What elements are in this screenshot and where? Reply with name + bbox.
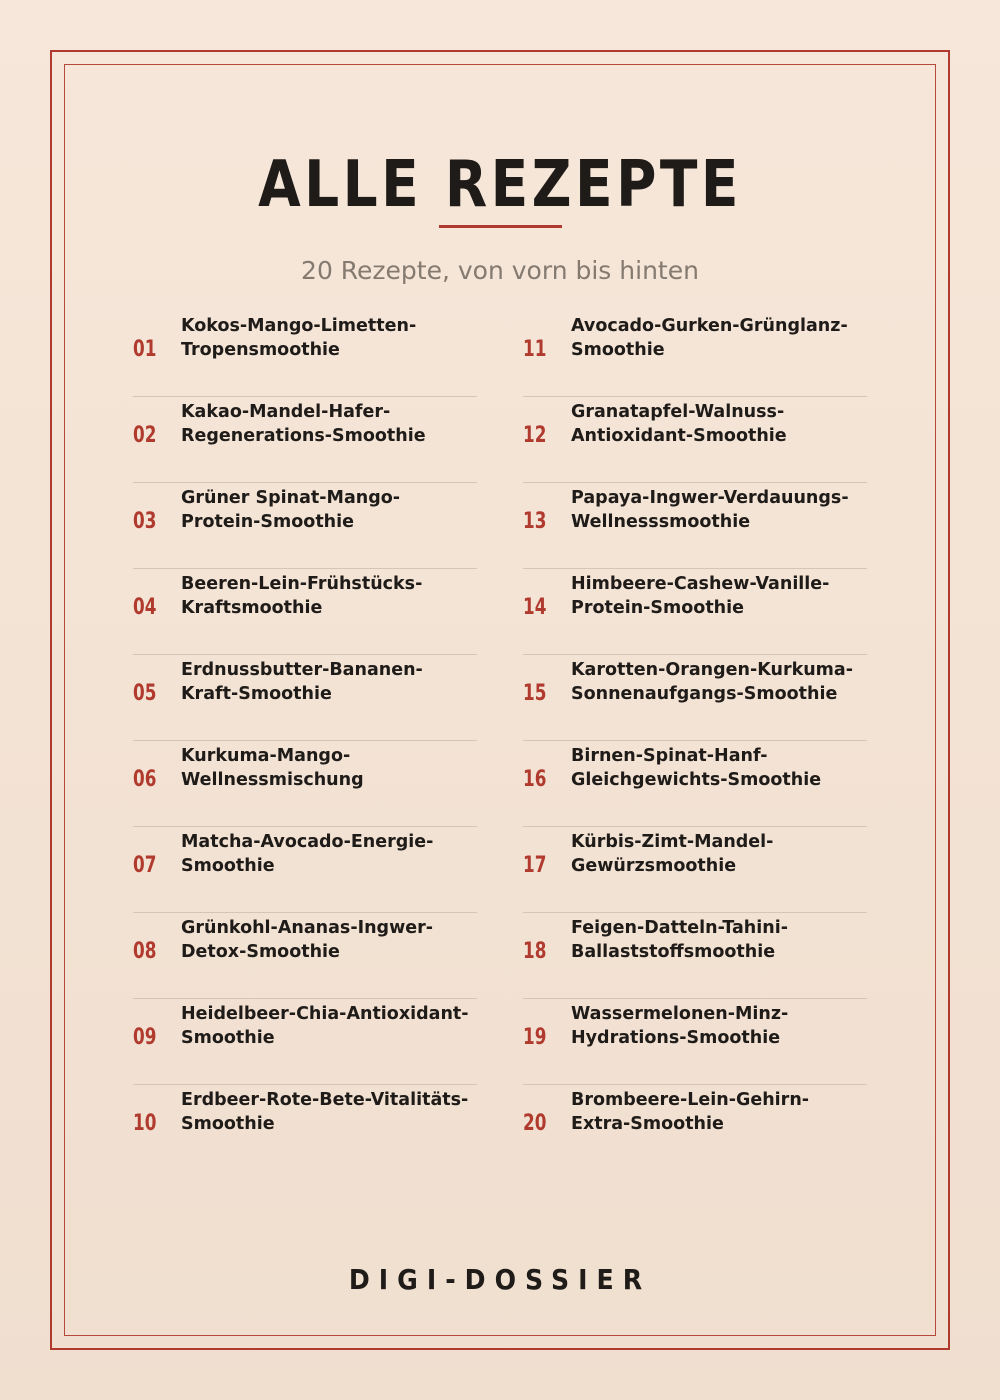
recipe-number: 13 — [523, 509, 547, 534]
recipe-name: Himbeere-Cashew-Vanille- Protein-Smoothie — [571, 574, 830, 618]
recipe-item[interactable] — [523, 826, 867, 912]
recipe-number: 19 — [523, 1025, 547, 1050]
recipe-item[interactable] — [523, 654, 867, 740]
recipe-number: 11 — [523, 337, 547, 362]
recipe-number: 14 — [523, 595, 547, 620]
recipe-name: Wassermelonen-Minz- Hydrations-Smoothie — [571, 1004, 789, 1048]
recipe-item[interactable] — [523, 912, 867, 998]
recipe-item[interactable] — [133, 998, 477, 1084]
recipe-name: Kurkuma-Mango- Wellnessmischung — [181, 746, 364, 790]
recipe-number: 16 — [523, 767, 547, 792]
recipe-list-right — [523, 310, 867, 1170]
recipe-item[interactable] — [523, 482, 867, 568]
recipe-number: 17 — [523, 853, 547, 878]
recipe-item[interactable] — [523, 568, 867, 654]
recipe-number: 08 — [133, 939, 157, 964]
recipe-number: 10 — [133, 1111, 157, 1136]
recipe-number: 05 — [133, 681, 157, 706]
recipe-item[interactable] — [133, 826, 477, 912]
recipe-item[interactable] — [133, 654, 477, 740]
recipe-item[interactable] — [523, 998, 867, 1084]
recipe-item[interactable] — [133, 396, 477, 482]
recipe-name: Grünkohl-Ananas-Ingwer- Detox-Smoothie — [181, 918, 434, 962]
recipe-number: 07 — [133, 853, 157, 878]
recipe-name: Heidelbeer-Chia-Antioxidant- Smoothie — [181, 1004, 469, 1048]
recipe-item[interactable] — [523, 1084, 867, 1170]
page-title: ALLE REZEPTE — [258, 148, 742, 222]
title-underline — [439, 225, 562, 228]
recipe-item[interactable] — [133, 568, 477, 654]
recipe-item[interactable] — [133, 482, 477, 568]
recipe-number: 02 — [133, 423, 157, 448]
recipe-list-left — [133, 310, 477, 1170]
recipe-name: Erdbeer-Rote-Bete-Vitalitäts- Smoothie — [181, 1090, 469, 1134]
recipe-number: 12 — [523, 423, 547, 448]
recipe-name: Karotten-Orangen-Kurkuma- Sonnenaufgangs-Smoothie — [571, 660, 853, 704]
recipe-name: Matcha-Avocado-Energie- Smoothie — [181, 832, 434, 876]
recipe-name: Grüner Spinat-Mango- Protein-Smoothie — [181, 488, 401, 532]
recipe-item[interactable] — [133, 740, 477, 826]
recipe-number: 20 — [523, 1111, 547, 1136]
recipe-number: 15 — [523, 681, 547, 706]
recipe-number: 01 — [133, 337, 157, 362]
recipe-name: Kokos-Mango-Limetten- Tropensmoothie — [181, 316, 417, 360]
recipe-name: Kakao-Mandel-Hafer- Regenerations-Smoothie — [181, 402, 426, 446]
page-subtitle: 20 Rezepte, von vorn bis hinten — [301, 256, 699, 285]
recipe-name: Granatapfel-Walnuss- Antioxidant-Smoothie — [571, 402, 787, 446]
recipe-item[interactable] — [133, 1084, 477, 1170]
recipe-item[interactable] — [133, 310, 477, 396]
recipe-name: Erdnussbutter-Bananen- Kraft-Smoothie — [181, 660, 423, 704]
recipe-number: 18 — [523, 939, 547, 964]
recipe-item[interactable] — [133, 912, 477, 998]
recipe-name: Kürbis-Zimt-Mandel- Gewürzsmoothie — [571, 832, 774, 876]
recipe-number: 03 — [133, 509, 157, 534]
recipe-item[interactable] — [523, 740, 867, 826]
recipe-item[interactable] — [523, 310, 867, 396]
brand-footer: DIGI-DOSSIER — [348, 1263, 652, 1296]
recipe-name: Birnen-Spinat-Hanf- Gleichgewichts-Smoothie — [571, 746, 822, 790]
recipe-item[interactable] — [523, 396, 867, 482]
recipe-number: 04 — [133, 595, 157, 620]
recipe-name: Avocado-Gurken-Grünglanz- Smoothie — [571, 316, 848, 360]
recipe-name: Feigen-Datteln-Tahini- Ballaststoffsmoothie — [571, 918, 788, 962]
recipe-name: Papaya-Ingwer-Verdauungs- Wellnesssmoothie — [571, 488, 849, 532]
recipe-name: Brombeere-Lein-Gehirn- Extra-Smoothie — [571, 1090, 810, 1134]
recipe-name: Beeren-Lein-Frühstücks- Kraftsmoothie — [181, 574, 423, 618]
recipe-number: 06 — [133, 767, 157, 792]
recipe-number: 09 — [133, 1025, 157, 1050]
